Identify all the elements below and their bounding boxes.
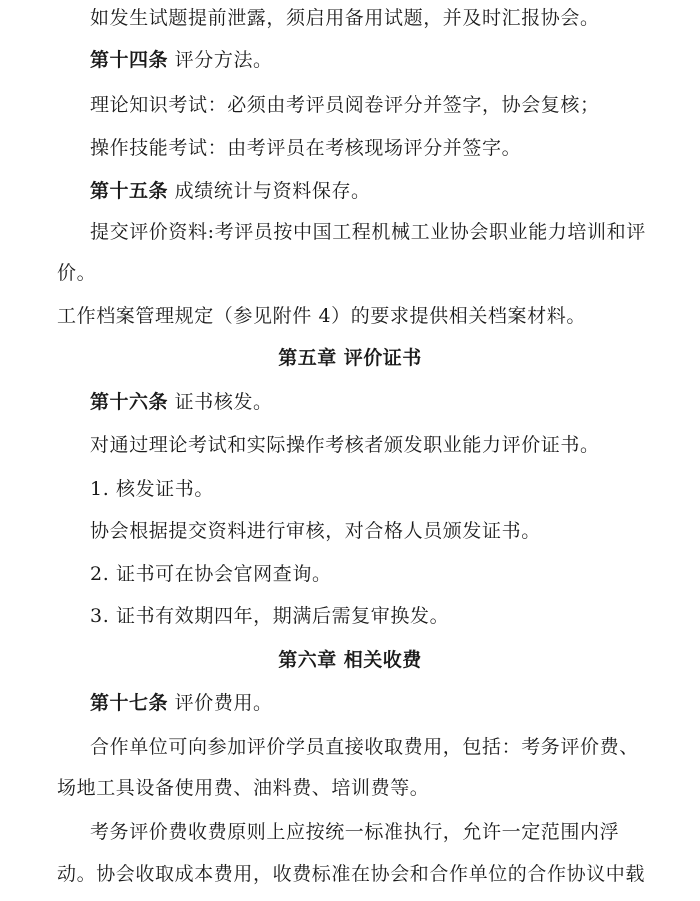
article-16 [90, 389, 690, 415]
text-line: 对通过理论考试和实际操作考核者颁发职业能力评价证书。 [90, 434, 600, 456]
article-label: 第十六条 [90, 391, 169, 413]
article-title: 成绩统计与资料保存。 [168, 180, 371, 202]
text-line: 2. 证书可在协会官网查询。 [90, 563, 332, 585]
text-line: 1. 核发证书。 [90, 478, 214, 500]
text-line: 理论知识考试：必须由考评员阅卷评分并签字，协会复核； [90, 94, 600, 116]
text-line: 价。 [57, 262, 97, 284]
article-17 [90, 690, 690, 716]
chapter-heading: 第六章 相关收费 [278, 649, 422, 671]
article-title: 证书核发。 [168, 391, 273, 413]
article-title: 评价费用。 [168, 692, 273, 714]
text-line: 工作档案管理规定（参见附件 4）的要求提供相关档案材料。 [57, 305, 586, 327]
article-label: 第十四条 [90, 49, 169, 71]
article-label: 第十五条 [90, 180, 169, 202]
text-line: 场地工具设备使用费、油料费、培训费等。 [57, 777, 430, 799]
text-line: 合作单位可向参加评价学员直接收取费用，包括：考务评价费、 [90, 736, 639, 758]
text-line: 协会根据提交资料进行审核，对合格人员颁发证书。 [90, 520, 541, 542]
chapter-heading: 第五章 评价证书 [278, 347, 422, 369]
text-line: 动。协会收取成本费用，收费标准在协会和合作单位的合作协议中载 [57, 863, 646, 885]
text-line: 操作技能考试：由考评员在考核现场评分并签字。 [90, 137, 522, 159]
text-line: 如发生试题提前泄露，须启用备用试题，并及时汇报协会。 [90, 7, 600, 29]
text-line: 提交评价资料:考评员按中国工程机械工业协会职业能力培训和评 [90, 221, 646, 243]
article-15 [90, 178, 690, 204]
text-line: 考务评价费收费原则上应按统一标准执行，允许一定范围内浮 [90, 821, 620, 843]
article-14 [90, 47, 690, 73]
article-label: 第十七条 [90, 692, 169, 714]
text-line: 3. 证书有效期四年，期满后需复审换发。 [90, 605, 450, 627]
article-title: 评分方法。 [168, 49, 273, 71]
